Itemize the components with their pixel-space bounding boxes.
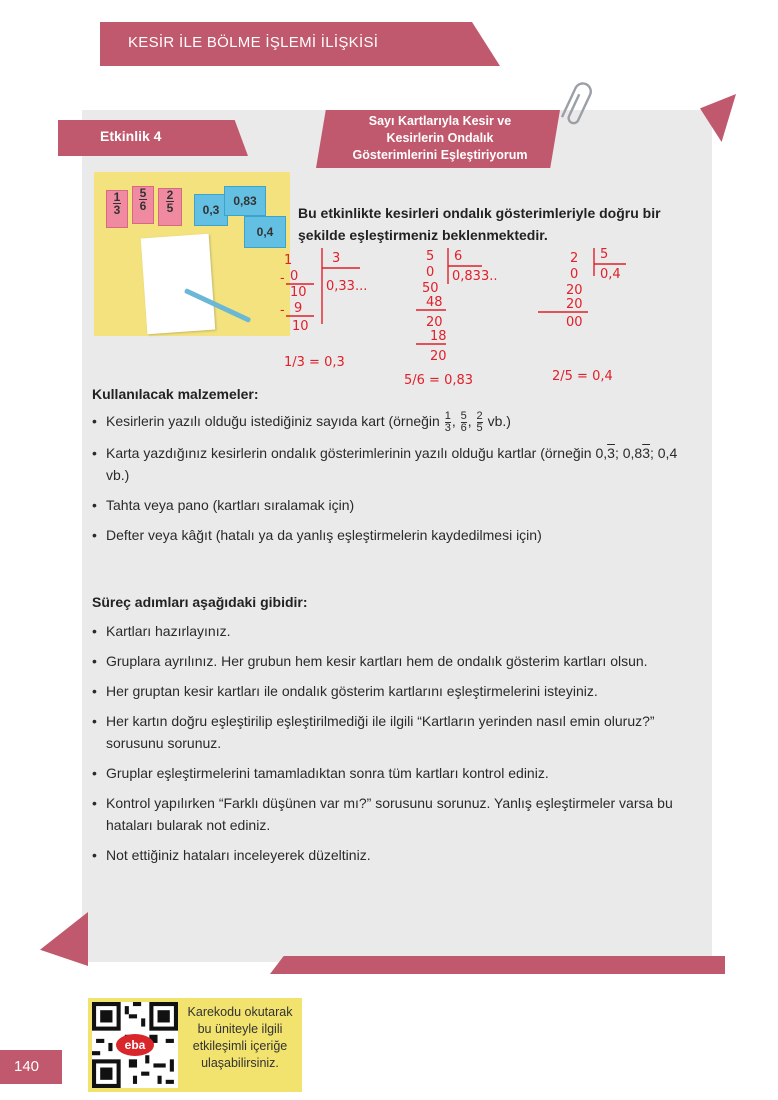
svg-text:5: 5	[600, 247, 609, 262]
materials-list	[92, 410, 692, 554]
activity-title: Sayı Kartlarıyla Kesir ve Kesirlerin Ondalık Gösterimlerini Eşleştiriyorum	[352, 114, 528, 162]
bottom-ribbon	[270, 956, 725, 974]
handwritten-divisions	[270, 244, 650, 394]
fraction-card: $\frac{2}{5}$	[158, 188, 182, 226]
list-item: • Not ettiğiniz hataları inceleyerek düzeltiniz.	[92, 844, 692, 866]
corner-decoration	[40, 912, 88, 966]
list-item: • Kontrol yapılırken “Farklı düşünen var mı?” sorusunu sorunuz. Yanlış eşleştirmeler varsa bu hataları bularak not ediniz.	[92, 792, 692, 836]
svg-text:5/6 = 0,83: 5/6 = 0,83	[404, 373, 474, 388]
intro-text: Bu etkinlikte kesirleri ondalık gösterimleriyle doğru bir şekilde eşleştirmeniz beklenmektedir.	[298, 205, 661, 243]
svg-text:20: 20	[566, 297, 583, 312]
list-item: • Tahta veya pano (kartları sıralamak için)	[92, 494, 692, 516]
svg-text:1/3 = 0,3: 1/3 = 0,3	[284, 355, 345, 370]
materials-title: Kullanılacak malzemeler:	[92, 386, 259, 402]
decimal-card: 0,4	[244, 216, 286, 248]
list-item: • Gruplar eşleştirmelerini tamamladıktan sonra tüm kartları kontrol ediniz.	[92, 762, 692, 784]
svg-text:1: 1	[284, 253, 293, 268]
page-number: 140	[14, 1058, 40, 1075]
process-title: Süreç adımları aşağıdaki gibidir:	[92, 594, 308, 610]
svg-text:0,33...: 0,33...	[326, 279, 368, 294]
svg-text:00: 00	[566, 315, 583, 330]
fraction-card: $\frac{5}{6}$	[132, 186, 154, 224]
decimal-card: 0,83	[224, 186, 266, 216]
list-item: • Her kartın doğru eşleştirilip eşleştirilmediği ile ilgili “Kartların yerinden nasıl emin oluruz?” sorusunu sorunuz.	[92, 710, 692, 754]
list-item: • Defter veya kâğıt (hatalı ya da yanlış eşleştirmelerin kaydedilmesi için)	[92, 524, 692, 546]
svg-text:6: 6	[454, 249, 463, 264]
svg-text:10: 10	[292, 319, 309, 334]
eba-logo: eba	[116, 1034, 154, 1056]
qr-caption: Karekodu okutarak bu üniteyle ilgili etkileşimli içeriğe ulaşabilirsiniz.	[187, 1005, 293, 1070]
svg-text:18: 18	[430, 329, 447, 344]
activity-label: Etkinlik 4	[100, 128, 162, 144]
paperclip-icon	[560, 78, 594, 134]
svg-text:9: 9	[294, 301, 303, 316]
list-item: • Gruplara ayrılınız. Her grubun hem kesir kartları hem de ondalık gösterim kartları olsun.	[92, 650, 692, 672]
svg-text:20: 20	[566, 283, 583, 298]
svg-text:20: 20	[426, 315, 443, 330]
svg-text:-: -	[280, 303, 285, 318]
blank-paper	[141, 234, 216, 335]
process-list	[92, 620, 692, 874]
svg-text:50: 50	[422, 281, 439, 296]
list-item: • Kesirlerin yazılı olduğu istediğiniz sayıda kart (örneğin $\frac{1}{3}$ , $\frac{5}{6}$ , $\frac{2}{5}$ vb.)	[92, 410, 692, 434]
svg-text:3: 3	[332, 251, 341, 266]
svg-text:2/5 = 0,4: 2/5 = 0,4	[552, 369, 613, 384]
fraction-card: $\frac{1}{3}$	[106, 190, 128, 228]
svg-text:-: -	[280, 271, 285, 286]
list-item: • Karta yazdığınız kesirlerin ondalık gösterimlerinin yazılı olduğu kartlar (örneğin 0,3; 0,83; 0,4 vb.)	[92, 442, 692, 486]
svg-text:0: 0	[426, 265, 435, 280]
list-item: • Kartları hazırlayınız.	[92, 620, 692, 642]
list-item: • Her gruptan kesir kartları ile ondalık gösterim kartlarını eşleştirmelerini isteyiniz.	[92, 680, 692, 702]
svg-text:20: 20	[430, 349, 447, 364]
decimal-card: 0,3	[194, 194, 228, 226]
svg-text:10: 10	[290, 285, 307, 300]
svg-text:48: 48	[426, 295, 443, 310]
svg-text:5: 5	[426, 249, 435, 264]
svg-text:0,833..: 0,833..	[452, 269, 498, 284]
svg-text:0: 0	[290, 269, 299, 284]
chapter-title: KESİR İLE BÖLME İŞLEMİ İLİŞKİSİ	[128, 34, 379, 51]
svg-text:0,4: 0,4	[600, 267, 621, 282]
svg-text:2: 2	[570, 251, 579, 266]
svg-text:0: 0	[570, 267, 579, 282]
